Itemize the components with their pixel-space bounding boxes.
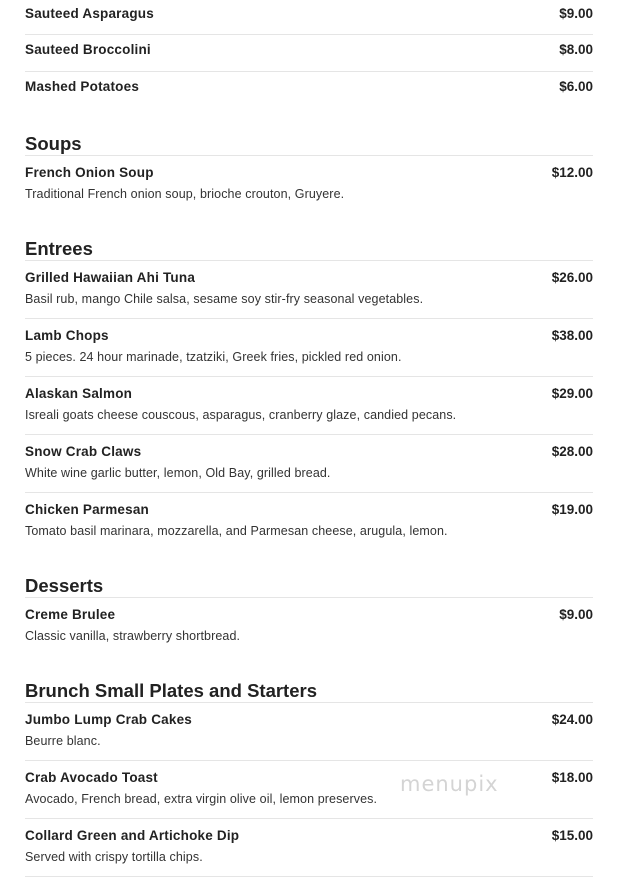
item-name: Collard Green and Artichoke Dip — [25, 828, 240, 843]
item-price: $15.00 — [551, 828, 593, 843]
menu-item — [25, 156, 593, 214]
item-price: $18.00 — [551, 770, 593, 785]
menu-item — [25, 0, 593, 35]
item-name: Lamb Chops — [25, 328, 109, 343]
item-name: Sauteed Broccolini — [25, 42, 151, 57]
menu-item — [25, 493, 593, 551]
item-description: 5 pieces. 24 hour marinade, tzatziki, Greek fries, pickled red onion. — [25, 350, 402, 364]
item-price: $19.00 — [551, 502, 593, 517]
menu-item — [25, 72, 593, 109]
item-description: Beurre blanc. — [25, 734, 101, 748]
menu-section-desserts — [25, 551, 593, 656]
item-description: Classic vanilla, strawberry shortbread. — [25, 629, 241, 643]
menu-list — [25, 0, 593, 877]
item-name: Creme Brulee — [25, 607, 116, 622]
item-description: Avocado, French bread, extra virgin olive oil, lemon preserves. — [25, 792, 378, 806]
item-price: $8.00 — [559, 42, 593, 57]
menu-section-entrees — [25, 214, 593, 551]
item-name: Jumbo Lump Crab Cakes — [25, 712, 192, 727]
menu-item — [25, 598, 593, 656]
item-price: $12.00 — [551, 165, 593, 180]
menu-item — [25, 377, 593, 435]
item-price: $9.00 — [559, 607, 593, 622]
item-description: Isreali goats cheese couscous, asparagus, cranberry glaze, candied pecans. — [25, 408, 457, 422]
item-name: Grilled Hawaiian Ahi Tuna — [25, 270, 196, 285]
menu-section-sides — [25, 0, 593, 109]
menu-section-brunch — [25, 656, 593, 877]
watermark-logo: menupix — [400, 772, 499, 796]
item-description: Served with crispy tortilla chips. — [25, 850, 203, 864]
item-description: Traditional French onion soup, brioche crouton, Gruyere. — [25, 187, 345, 201]
item-description: Basil rub, mango Chile salsa, sesame soy stir-fry seasonal vegetables. — [25, 292, 424, 306]
item-price: $38.00 — [551, 328, 593, 343]
item-price: $26.00 — [551, 270, 593, 285]
item-price: $6.00 — [559, 79, 593, 94]
menu-item — [25, 703, 593, 761]
section-title: Soups — [25, 109, 593, 156]
item-description: Tomato basil marinara, mozzarella, and Parmesan cheese, arugula, lemon. — [25, 524, 448, 538]
item-name: Chicken Parmesan — [25, 502, 150, 517]
menu-item — [25, 819, 593, 877]
section-title: Desserts — [25, 551, 593, 598]
item-description: White wine garlic butter, lemon, Old Bay, grilled bread. — [25, 466, 331, 480]
item-name: Sauteed Asparagus — [25, 6, 154, 21]
menu-item — [25, 319, 593, 377]
item-name: Snow Crab Claws — [25, 444, 142, 459]
section-title: Entrees — [25, 214, 593, 261]
menu-item — [25, 435, 593, 493]
item-name: Alaskan Salmon — [25, 386, 133, 401]
menu-item — [25, 261, 593, 319]
item-name: Mashed Potatoes — [25, 79, 140, 94]
item-name: Crab Avocado Toast — [25, 770, 158, 785]
menu-item — [25, 761, 593, 819]
section-title: Brunch Small Plates and Starters — [25, 656, 593, 703]
item-price: $29.00 — [551, 386, 593, 401]
item-price: $9.00 — [559, 6, 593, 21]
menu-item — [25, 35, 593, 72]
item-price: $24.00 — [551, 712, 593, 727]
item-name: French Onion Soup — [25, 165, 154, 180]
menu-section-soups — [25, 109, 593, 214]
item-price: $28.00 — [551, 444, 593, 459]
